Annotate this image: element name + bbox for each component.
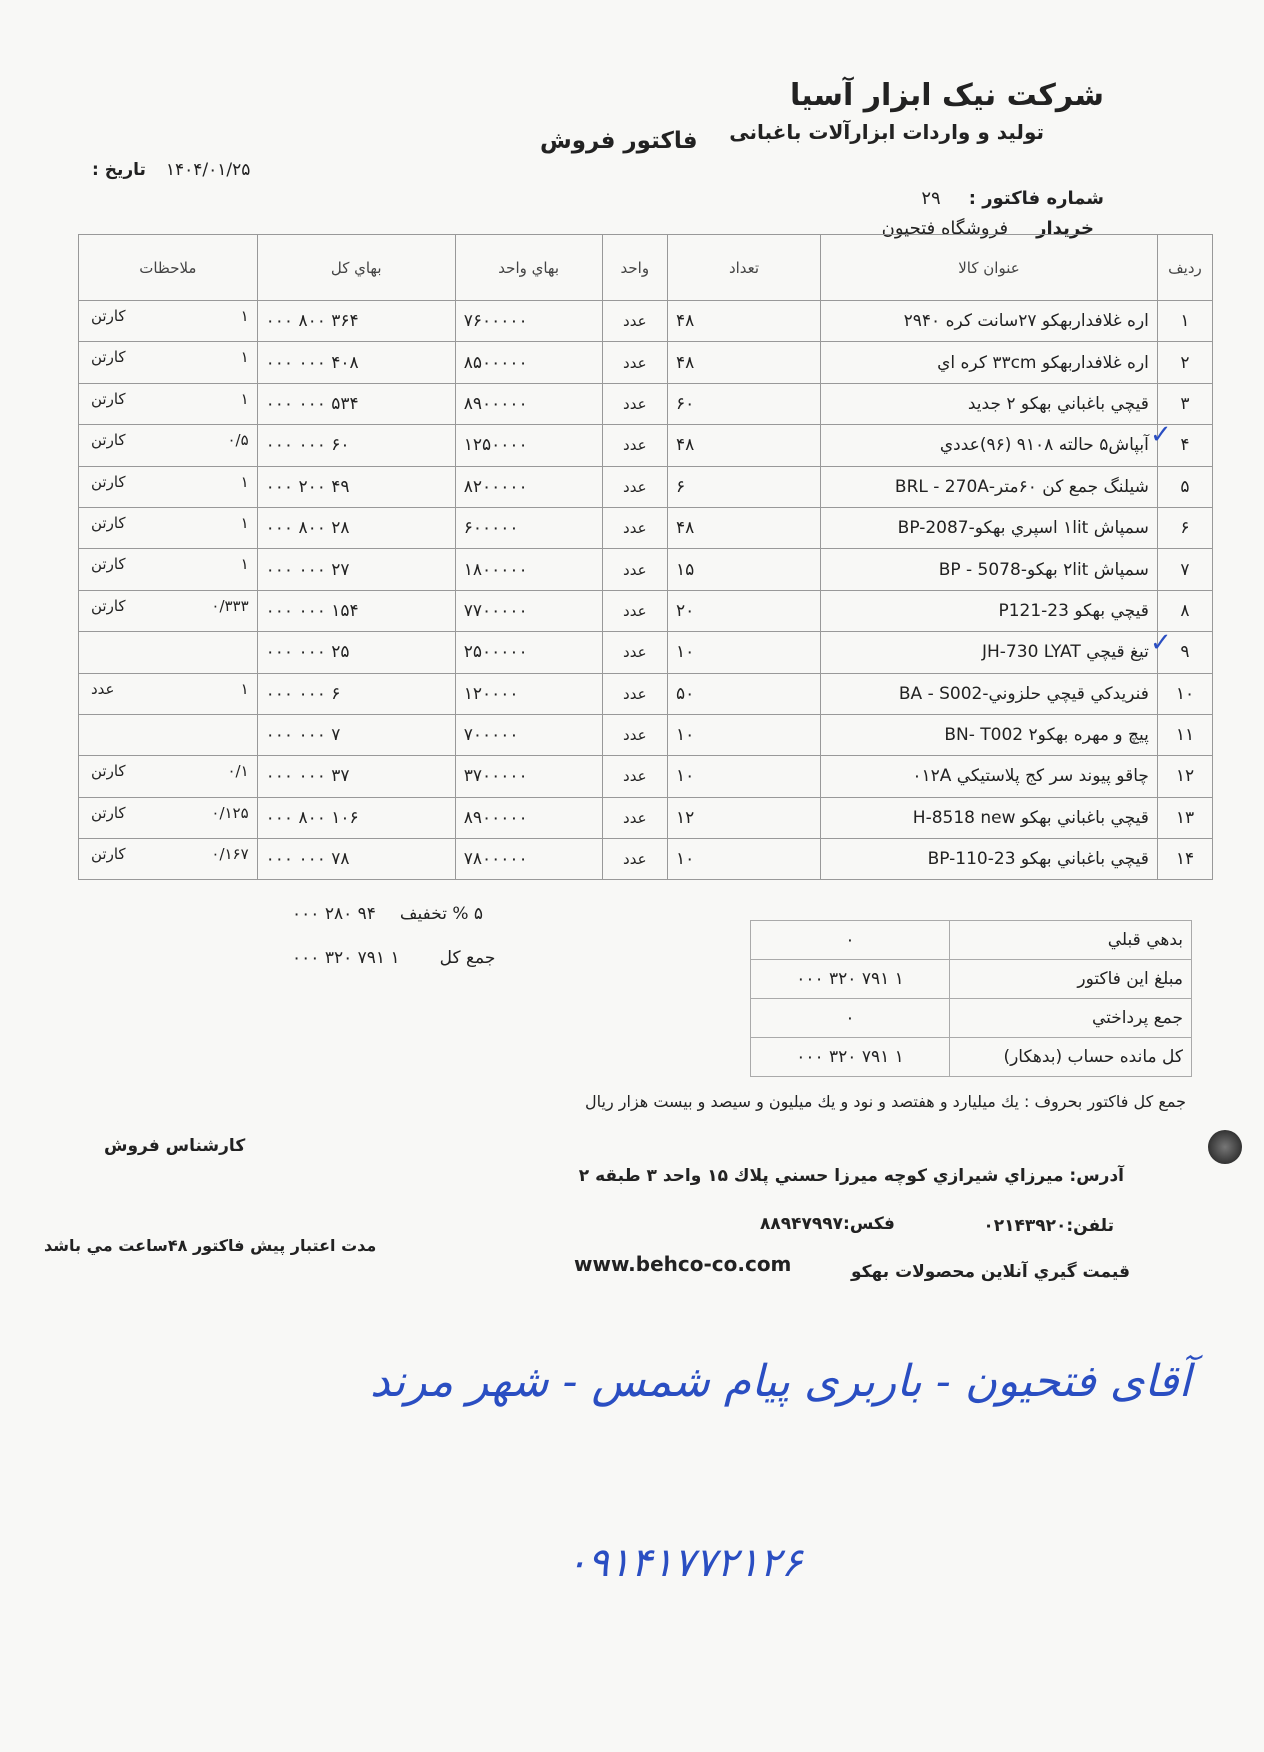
row-quantity: ۴۸: [667, 425, 820, 466]
row-total: ۵۳۴ ۰۰۰ ۰۰۰: [257, 383, 455, 424]
summary-value: ۰: [751, 921, 950, 960]
row-unit-price: ۸۹۰۰۰۰۰: [455, 383, 602, 424]
row-item-name: قیچي بهکو P121-23: [821, 590, 1158, 631]
date-label: تاریخ :: [92, 160, 146, 180]
row-note-quantity: ۰/۱۶۷: [211, 845, 249, 864]
row-quantity: ۱۵: [667, 549, 820, 590]
row-notes: [79, 632, 258, 673]
summary-row: [751, 1038, 1192, 1077]
row-unit: عدد: [602, 466, 667, 507]
table-row: [79, 673, 1213, 714]
row-note-unit: كارتن: [91, 803, 126, 822]
row-note-quantity: ۱: [240, 513, 249, 532]
summary-label: مبلغ این فاکتور: [950, 960, 1192, 999]
row-unit-price: ۸۲۰۰۰۰۰: [455, 466, 602, 507]
row-item-name: آبپاش۵ حالته ۹۱۰۸ (۹۶)عددي: [821, 425, 1158, 466]
row-index: ۱۳: [1157, 797, 1212, 838]
row-note-unit: كارتن: [91, 513, 126, 532]
row-note-quantity: ۰/۱۲۵: [211, 803, 249, 822]
row-index: ۵: [1157, 466, 1212, 507]
address: آدرس: میرزاي شیرازي كوچه میرزا حسني پلاك ۱۵ واحد ۳ طبقه ۲: [578, 1166, 1124, 1186]
row-item-name: سمپاش ۲lit بهکو-BP - 5078: [821, 549, 1158, 590]
row-unit-price: ۱۸۰۰۰۰۰: [455, 549, 602, 590]
sum-value: ۱ ۷۹۱ ۳۲۰ ۰۰۰: [292, 948, 400, 968]
row-note-quantity: ۱: [240, 348, 249, 367]
row-unit-price: ۳۷۰۰۰۰۰: [455, 756, 602, 797]
row-index: ۱۴: [1157, 839, 1212, 880]
row-total: ۴۹ ۲۰۰ ۰۰۰: [257, 466, 455, 507]
summary-label: بدهي قبلي: [950, 921, 1192, 960]
row-item-name: فنریدکي قیچي حلزوني-BA - S002: [821, 673, 1158, 714]
row-quantity: ۱۲: [667, 797, 820, 838]
discount-label: ۵ % تخفیف: [399, 904, 484, 924]
row-index: ۱۰: [1157, 673, 1212, 714]
row-notes: [79, 301, 258, 342]
header-unit: واحد: [602, 235, 667, 301]
row-total: ۱۰۶ ۸۰۰ ۰۰۰: [257, 797, 455, 838]
row-note-unit: كارتن: [91, 762, 126, 781]
header-notes: ملاحظات: [79, 235, 258, 301]
row-note-unit: كارتن: [91, 307, 126, 325]
row-note-quantity: ۱: [240, 679, 249, 698]
row-index: ۱: [1157, 301, 1212, 342]
row-item-name: قیچي باغباني بهکو ۲ جدید: [821, 383, 1158, 424]
row-total: ۷ ۰۰۰ ۰۰۰: [257, 714, 455, 755]
online-pricing-note: قیمت گیري آنلاین محصولات بهکو: [851, 1262, 1130, 1282]
summary-label: جمع پرداختي: [950, 999, 1192, 1038]
row-note-unit: كارتن: [91, 348, 126, 367]
row-total: ۲۸ ۸۰۰ ۰۰۰: [257, 507, 455, 548]
row-unit-price: ۸۹۰۰۰۰۰: [455, 797, 602, 838]
row-notes: [79, 383, 258, 424]
row-notes: [79, 756, 258, 797]
row-index: ۸: [1157, 590, 1212, 631]
row-index: ۶: [1157, 507, 1212, 548]
table-row: [79, 507, 1213, 548]
row-item-name: شیلنگ جمع کن ۶۰متر-BRL - 270A: [821, 466, 1158, 507]
summary-row: [751, 960, 1192, 999]
row-unit: عدد: [602, 632, 667, 673]
summary-value: ۰: [751, 999, 950, 1038]
row-notes: [79, 839, 258, 880]
row-unit: عدد: [602, 839, 667, 880]
row-quantity: ۴۸: [667, 301, 820, 342]
validity-note: مدت اعتبار پیش فاکتور ۴۸ساعت مي باشد: [44, 1236, 377, 1255]
row-note-unit: كارتن: [91, 596, 126, 615]
account-summary-table: [750, 920, 1192, 1077]
row-unit-price: ۷۸۰۰۰۰۰: [455, 839, 602, 880]
row-quantity: ۱۰: [667, 632, 820, 673]
row-note-unit: كارتن: [91, 472, 126, 491]
header-total: بهاي كل: [257, 235, 455, 301]
row-index: ۴: [1157, 425, 1212, 466]
table-header-row: [79, 235, 1213, 301]
row-total: ۶۰ ۰۰۰ ۰۰۰: [257, 425, 455, 466]
table-row: [79, 301, 1213, 342]
row-total: ۲۷ ۰۰۰ ۰۰۰: [257, 549, 455, 590]
table-row: [79, 466, 1213, 507]
items-body: [79, 301, 1213, 880]
sum-row: [292, 948, 495, 968]
row-unit-price: ۱۲۵۰۰۰۰: [455, 425, 602, 466]
phone: تلفن:۰۲۱۴۳۹۲۰: [983, 1216, 1114, 1236]
discount-row: [292, 904, 483, 924]
row-item-name: قیچي باغباني بهکو BP-110-23: [821, 839, 1158, 880]
row-notes: [79, 342, 258, 383]
table-row: [79, 590, 1213, 631]
row-index: ۱۲: [1157, 756, 1212, 797]
header-unit-price: بهاي واحد: [455, 235, 602, 301]
company-subtitle: تولید و واردات ابزارآلات باغبانی: [729, 120, 1044, 144]
row-notes: [79, 507, 258, 548]
row-unit: عدد: [602, 714, 667, 755]
table-row: [79, 383, 1213, 424]
row-notes: [79, 425, 258, 466]
buyer-label: خریدار: [1036, 218, 1094, 239]
summary-row: [751, 999, 1192, 1038]
website-link[interactable]: www.behco-co.com: [574, 1252, 792, 1276]
checkmark-icon: ✓: [1150, 628, 1172, 658]
invoice-number-row: [921, 188, 1104, 209]
row-unit: عدد: [602, 301, 667, 342]
date-row: [92, 160, 250, 180]
row-unit-price: ۶۰۰۰۰۰: [455, 507, 602, 548]
punch-hole-icon: [1208, 1130, 1242, 1164]
row-notes: [79, 590, 258, 631]
row-total: ۳۷ ۰۰۰ ۰۰۰: [257, 756, 455, 797]
row-item-name: اره غلافداربهکو ۳۳cm کره اي: [821, 342, 1158, 383]
row-note-quantity: ۱: [240, 472, 249, 491]
summary-row: [751, 921, 1192, 960]
row-total: ۶ ۰۰۰ ۰۰۰: [257, 673, 455, 714]
row-note-quantity: ۱: [240, 555, 249, 574]
table-row: [79, 425, 1213, 466]
row-unit-price: ۲۵۰۰۰۰۰: [455, 632, 602, 673]
row-item-name: سمپاش ۱lit اسپري بهکو-BP-2087: [821, 507, 1158, 548]
buyer-value: فروشگاه فتحیون: [881, 218, 1009, 239]
row-index: ۹: [1157, 632, 1212, 673]
discount-value: ۹۴ ۲۸۰ ۰۰۰: [292, 904, 376, 924]
row-total: ۷۸ ۰۰۰ ۰۰۰: [257, 839, 455, 880]
row-total: ۲۵ ۰۰۰ ۰۰۰: [257, 632, 455, 673]
row-total: ۱۵۴ ۰۰۰ ۰۰۰: [257, 590, 455, 631]
row-index: ۳: [1157, 383, 1212, 424]
row-total: ۴۰۸ ۰۰۰ ۰۰۰: [257, 342, 455, 383]
row-note-quantity: ۱: [240, 389, 249, 408]
table-row: [79, 839, 1213, 880]
row-index: ۲: [1157, 342, 1212, 383]
row-unit: عدد: [602, 549, 667, 590]
sales-expert-label: كارشناس فروش: [104, 1136, 246, 1156]
table-row: [79, 714, 1213, 755]
table-row: [79, 549, 1213, 590]
row-item-name: پیچ و مهره بهکو۲ BN- T002: [821, 714, 1158, 755]
summary-value: ۱ ۷۹۱ ۳۲۰ ۰۰۰: [751, 960, 950, 999]
row-unit-price: ۷۶۰۰۰۰۰: [455, 301, 602, 342]
amount-in-words: جمع کل فاکتور بحروف : یك میلیارد و هفتصد و نود و یك میلیون و سیصد و بیست هزار ریال: [585, 1092, 1186, 1111]
checkmark-icon: ✓: [1150, 420, 1172, 450]
row-note-quantity: ۰/۵: [227, 431, 249, 450]
row-unit-price: ۷۰۰۰۰۰: [455, 714, 602, 755]
row-quantity: ۱۰: [667, 756, 820, 797]
row-notes: [79, 673, 258, 714]
row-note-unit: كارتن: [91, 555, 126, 574]
row-note-quantity: ۱: [240, 307, 249, 325]
header-idx: رديف: [1157, 235, 1212, 301]
row-quantity: ۵۰: [667, 673, 820, 714]
date-value: ۱۴۰۴/۰۱/۲۵: [165, 160, 251, 180]
row-quantity: ۴۸: [667, 342, 820, 383]
row-unit: عدد: [602, 342, 667, 383]
invoice-number-value: ۲۹: [921, 188, 941, 209]
row-notes: [79, 714, 258, 755]
row-unit: عدد: [602, 383, 667, 424]
row-note-unit: كارتن: [91, 845, 126, 864]
company-name: شرکت نیک ابزار آسیا: [790, 78, 1104, 113]
table-row: [79, 342, 1213, 383]
row-unit: عدد: [602, 797, 667, 838]
row-quantity: ۲۰: [667, 590, 820, 631]
row-notes: [79, 466, 258, 507]
row-quantity: ۱۰: [667, 839, 820, 880]
row-item-name: چاقو پیوند سر کج پلاستیکي ۰۱۲A: [821, 756, 1158, 797]
sum-label: جمع كل: [439, 948, 496, 968]
row-quantity: ۴۸: [667, 507, 820, 548]
row-unit: عدد: [602, 673, 667, 714]
row-quantity: ۱۰: [667, 714, 820, 755]
row-unit: عدد: [602, 507, 667, 548]
summary-value: ۱ ۷۹۱ ۳۲۰ ۰۰۰: [751, 1038, 950, 1077]
document-title: فاکتور فروش: [540, 128, 698, 154]
fax: فکس:۸۸۹۴۷۹۹۷: [760, 1214, 895, 1234]
row-notes: [79, 549, 258, 590]
handwritten-note: آقای فتحیون - باربری پیام شمس - شهر مرند: [370, 1356, 1191, 1407]
row-index: ۷: [1157, 549, 1212, 590]
table-row: [79, 797, 1213, 838]
table-row: [79, 632, 1213, 673]
row-unit: عدد: [602, 425, 667, 466]
row-note-unit: عدد: [91, 679, 115, 698]
row-item-name: قیچي باغباني بهکو H-8518 new: [821, 797, 1158, 838]
invoice-number-label: شماره فاکتور :: [968, 188, 1104, 209]
row-quantity: ۶: [667, 466, 820, 507]
items-table: [78, 234, 1213, 880]
row-unit: عدد: [602, 590, 667, 631]
row-unit-price: ۸۵۰۰۰۰۰: [455, 342, 602, 383]
row-index: ۱۱: [1157, 714, 1212, 755]
row-unit-price: ۷۷۰۰۰۰۰: [455, 590, 602, 631]
row-item-name: اره غلافداربهکو ۲۷سانت کره ۲۹۴۰: [821, 301, 1158, 342]
row-note-unit: كارتن: [91, 431, 126, 450]
row-unit-price: ۱۲۰۰۰۰: [455, 673, 602, 714]
row-note-unit: كارتن: [91, 389, 126, 408]
row-total: ۳۶۴ ۸۰۰ ۰۰۰: [257, 301, 455, 342]
row-quantity: ۶۰: [667, 383, 820, 424]
header-name: عنوان كالا: [821, 235, 1158, 301]
row-note-quantity: ۰/۳۳۳: [211, 596, 249, 615]
row-note-quantity: ۰/۱: [227, 762, 249, 781]
summary-label: كل مانده حساب (بدهكار): [950, 1038, 1192, 1077]
row-notes: [79, 797, 258, 838]
header-qty: تعداد: [667, 235, 820, 301]
table-row: [79, 756, 1213, 797]
row-item-name: تیغ قیچي JH-730 LYAT: [821, 632, 1158, 673]
handwritten-phone: ۰۹۱۴۱۷۷۲۱۲۶: [566, 1540, 803, 1586]
row-unit: عدد: [602, 756, 667, 797]
